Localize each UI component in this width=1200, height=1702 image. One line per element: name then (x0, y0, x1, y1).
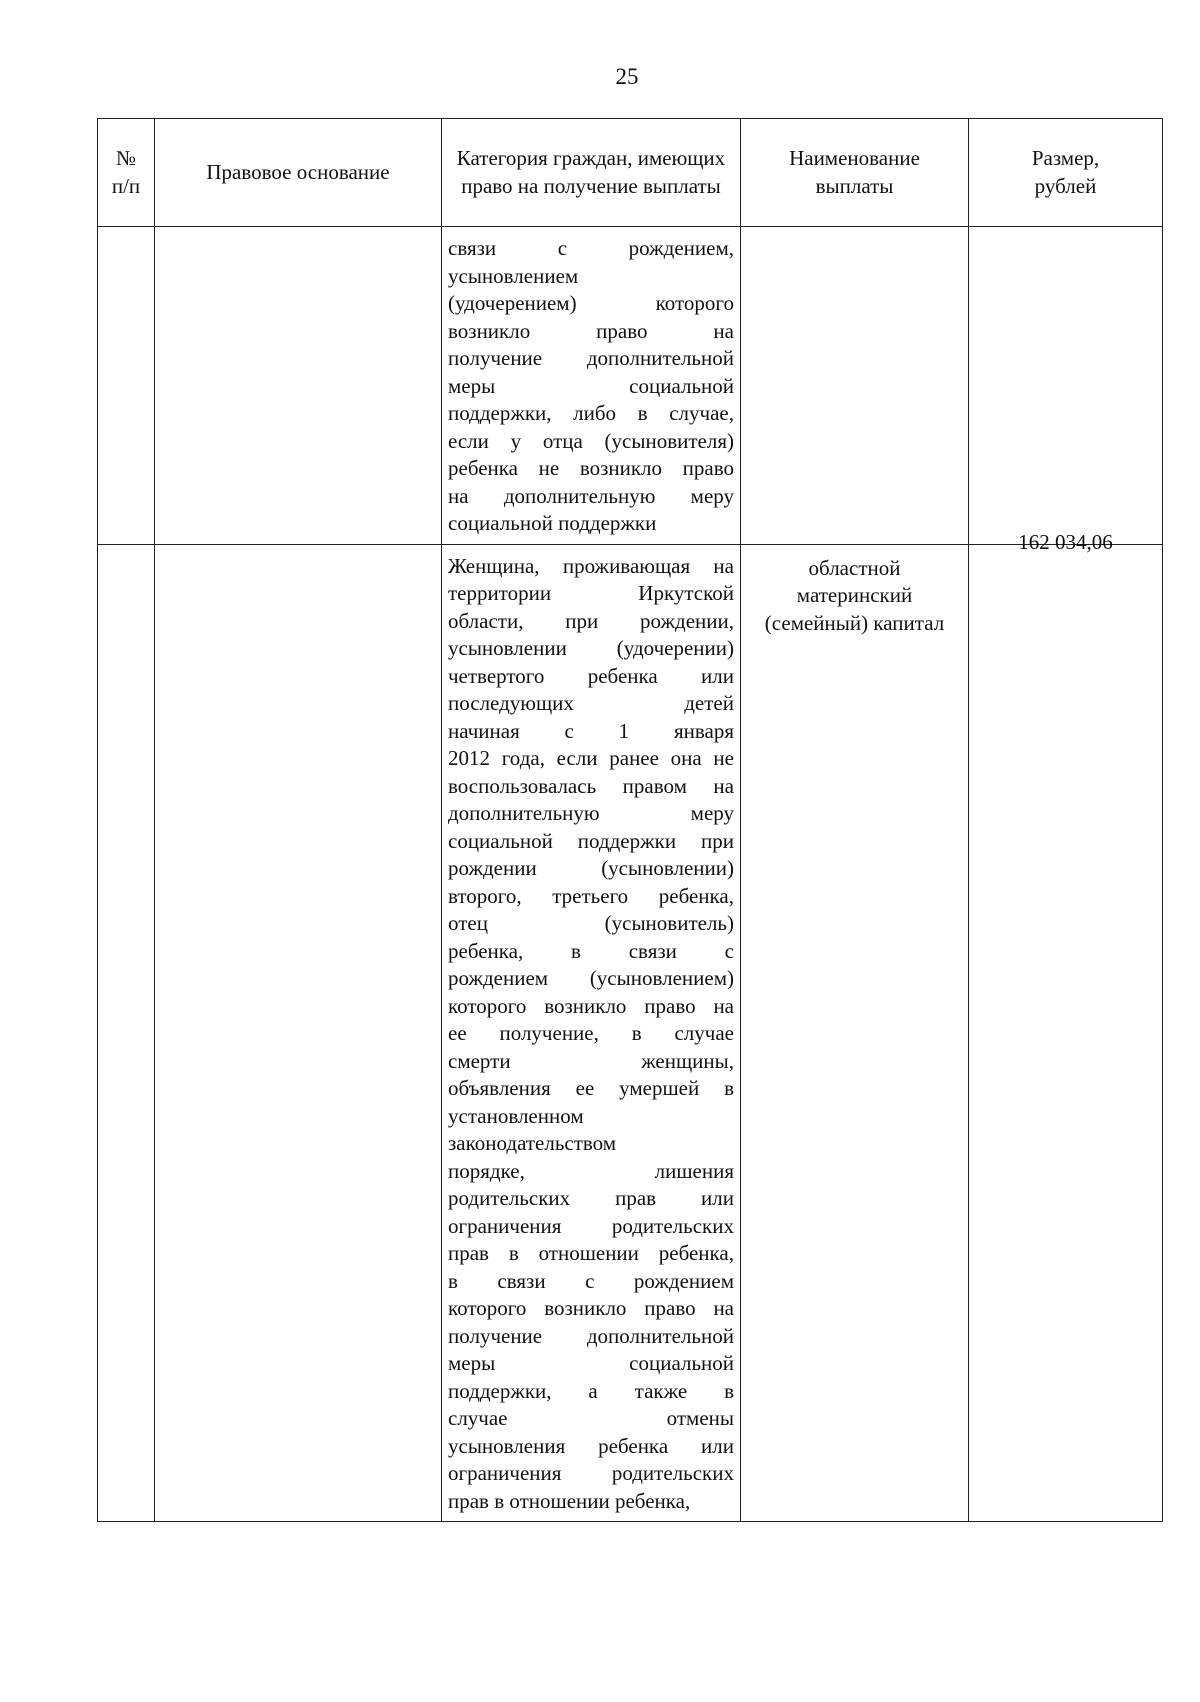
category-line: если у отца (усыновителя) (448, 428, 734, 453)
category-line: связи с рождением, (448, 236, 734, 260)
header-amount: Размер, рублей (969, 119, 1163, 227)
category-line: социальной поддержки (448, 511, 657, 535)
category-line: которого возникло право на (448, 1296, 734, 1320)
category-line: в связи с рождением (448, 1268, 734, 1293)
row2-legal-basis (155, 544, 442, 1522)
category-line: территории Иркутской (448, 581, 734, 605)
category-line: объявления ее умершей в (448, 1076, 734, 1100)
category-line: прав в отношении ребенка, (448, 1488, 691, 1513)
category-line: ограничения родительских (448, 1213, 734, 1238)
row2-payment-name (741, 544, 969, 1522)
category-line: ограничения родительских (448, 1461, 734, 1485)
row1-category (442, 227, 741, 545)
category-line: дополнительную меру (448, 801, 734, 825)
payment-name-line: областной (808, 555, 901, 580)
table-row (98, 227, 1163, 545)
category-line: смерти женщины, (448, 1048, 734, 1073)
category-line: усыновлении (удочерении) (448, 636, 734, 660)
row1-payment-name (741, 227, 969, 545)
header-payment-name: Наименование выплаты (741, 119, 969, 227)
payment-name-line: (семейный) капитал (764, 610, 945, 635)
category-line: на дополнительную меру (448, 483, 734, 508)
row2-amount (969, 529, 1163, 1522)
category-line: рождении (усыновлении) (448, 856, 734, 880)
payments-table (97, 118, 1163, 1522)
row1-amount (969, 227, 1163, 545)
row2-category-text (442, 545, 740, 1522)
category-line: второго, третьего ребенка, (448, 883, 734, 908)
category-line: установленном (448, 1103, 584, 1128)
row1-legal-basis (155, 227, 442, 545)
category-line: поддержки, а также в (448, 1378, 734, 1403)
payment-name-line: материнский (796, 583, 913, 607)
category-line: усыновления ребенка или (448, 1433, 734, 1458)
amount-value: 162 034,06 (1018, 529, 1113, 554)
row2-category (442, 544, 741, 1522)
header-category: Категория граждан, имеющих право на получение выплаты (442, 119, 741, 227)
category-line: меры социальной (448, 1351, 734, 1375)
category-line: поддержки, либо в случае, (448, 401, 734, 425)
category-line: отец (усыновитель) (448, 911, 734, 935)
category-line: четвертого ребенка или (448, 663, 734, 688)
category-line: ребенка, в связи с (448, 938, 734, 963)
category-line: последующих детей (448, 691, 734, 715)
row1-category-text (442, 227, 740, 544)
category-line: получение дополнительной (448, 1323, 734, 1348)
category-line: случае отмены (448, 1406, 734, 1430)
category-line: воспользовалась правом на (448, 773, 734, 798)
category-line: возникло право на (448, 318, 734, 343)
category-line: меры социальной (448, 373, 734, 398)
page-number: 25 (615, 64, 639, 89)
row1-num (98, 227, 155, 545)
category-line: ее получение, в случае (448, 1021, 734, 1045)
category-line: начиная с 1 января (448, 718, 734, 743)
category-line: порядке, лишения (448, 1158, 734, 1183)
category-line: социальной поддержки при (448, 828, 734, 853)
header-legal-basis: Правовое основание (155, 119, 442, 227)
category-line: прав в отношении ребенка, (448, 1241, 734, 1265)
category-line: (удочерением) которого (448, 291, 734, 315)
header-num: № п/п (98, 119, 155, 227)
row2-num (98, 544, 155, 1522)
category-line: области, при рождении, (448, 608, 734, 633)
category-line: 2012 года, если ранее она не (448, 746, 734, 770)
table-row (98, 544, 1163, 1522)
category-line: которого возникло право на (448, 993, 734, 1018)
category-line: ребенка не возникло право (448, 456, 734, 480)
payment-name-text (741, 555, 968, 638)
category-line: рождением (усыновлением) (448, 966, 734, 990)
category-line: законодательством (448, 1131, 617, 1155)
category-line: родительских прав или (448, 1186, 734, 1210)
category-line: получение дополнительной (448, 346, 734, 370)
table-header-row (98, 119, 1163, 227)
category-line: усыновлением (448, 263, 579, 288)
category-line: Женщина, проживающая на (448, 553, 734, 578)
